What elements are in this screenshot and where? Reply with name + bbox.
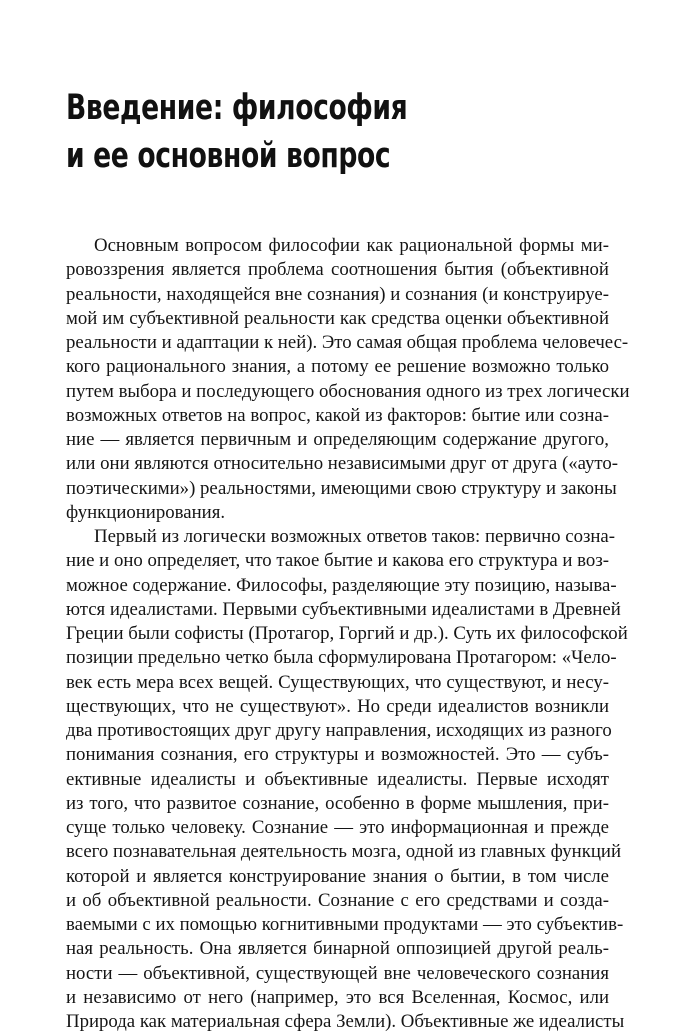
text-line: ние — является первичным и определяющим содержание другого, [66, 429, 609, 450]
text-line: ности — объективной, существующей вне человеческого сознания [66, 962, 609, 984]
text-line: ются идеалистами. Первыми субъективными идеалистами в Древней [66, 598, 621, 620]
text-line: можное содержание. Философы, разделяющие эту позицию, называ- [66, 574, 617, 596]
paragraph-2 [66, 525, 628, 1034]
text-line: суще только человеку. Сознание — это информационная и прежде [66, 817, 609, 838]
text-line: Греции были софисты (Протагор, Горгий и др.). Суть их философской [66, 623, 628, 644]
text-line: из того, что развитое сознание, особенно в форме мышления, при- [66, 792, 609, 814]
paragraph-1 [66, 234, 630, 525]
text-line: реальности, находящейся вне сознания) и сознания (и конструируе- [66, 283, 609, 305]
text-line: и об объективной реальности. Сознание с его средствами и созда- [66, 889, 609, 911]
text-line: или они являются относительно независимыми друг от друга («ауто- [66, 453, 618, 475]
text-line: ваемыми с их помощью когнитивными продуктами — это субъектив- [66, 914, 624, 935]
text-line: мой им субъективной реальности как средства оценки объективной [66, 307, 609, 329]
text-line: Первый из логически возможных ответов таков: первично созна- [94, 526, 616, 547]
text-line: понимания сознания, его структуры и возможностей. Это — субъ- [66, 744, 609, 766]
text-line: ная реальность. Она является бинарной оппозицией другой реаль- [66, 938, 609, 960]
text-line: позиции предельно четко была сформулирована Протагором: «Чело- [66, 647, 617, 669]
text-line: ективные идеалисты и объективные идеалисты. Первые исходят [66, 768, 609, 790]
text-line: ние и оно определяет, что такое бытие и какова его структура и воз- [66, 550, 609, 572]
text-line: Природа как материальная сфера Земли). Объективные же идеалисты [66, 1011, 625, 1032]
chapter-title-line: Введение: философия [66, 88, 408, 128]
text-line: кого рационального знания, а потому ее решение возможно только [66, 356, 609, 378]
chapter-title-line: и ее основной вопрос [66, 136, 391, 176]
text-line: всего познавательная деятельность мозга, одной из главных функций [66, 841, 622, 863]
text-line: век есть мера всех вещей. Существующих, что существуют, и несу- [66, 671, 609, 693]
text-line: путем выбора и последующего обоснования одного из трех логически [66, 380, 630, 402]
text-line: и независимо от него (например, это вся Вселенная, Космос, или [66, 986, 609, 1008]
text-line: Основным вопросом философии как рациональной формы ми- [94, 235, 609, 256]
text-line: реальности и адаптации к ней). Это самая общая проблема человечес- [66, 332, 629, 353]
text-line: ществующих, что не существуют». Но среди идеалистов возникли [66, 695, 609, 717]
text-line: которой и является конструирование знания о бытии, в том числе [66, 865, 609, 887]
text-line: ровоззрения является проблема соотношения бытия (объективной [66, 259, 609, 281]
text-line: возможных ответов на вопрос, какой из факторов: бытие или созна- [66, 404, 609, 426]
text-line: два противостоящих друг другу направления, исходящих из разного [66, 720, 612, 741]
text-line: поэтическими») реальностями, имеющими свою структуру и законы [66, 477, 617, 499]
body-text [66, 234, 630, 1034]
chapter-title [66, 84, 492, 180]
text-line: функционирования. [66, 501, 226, 523]
